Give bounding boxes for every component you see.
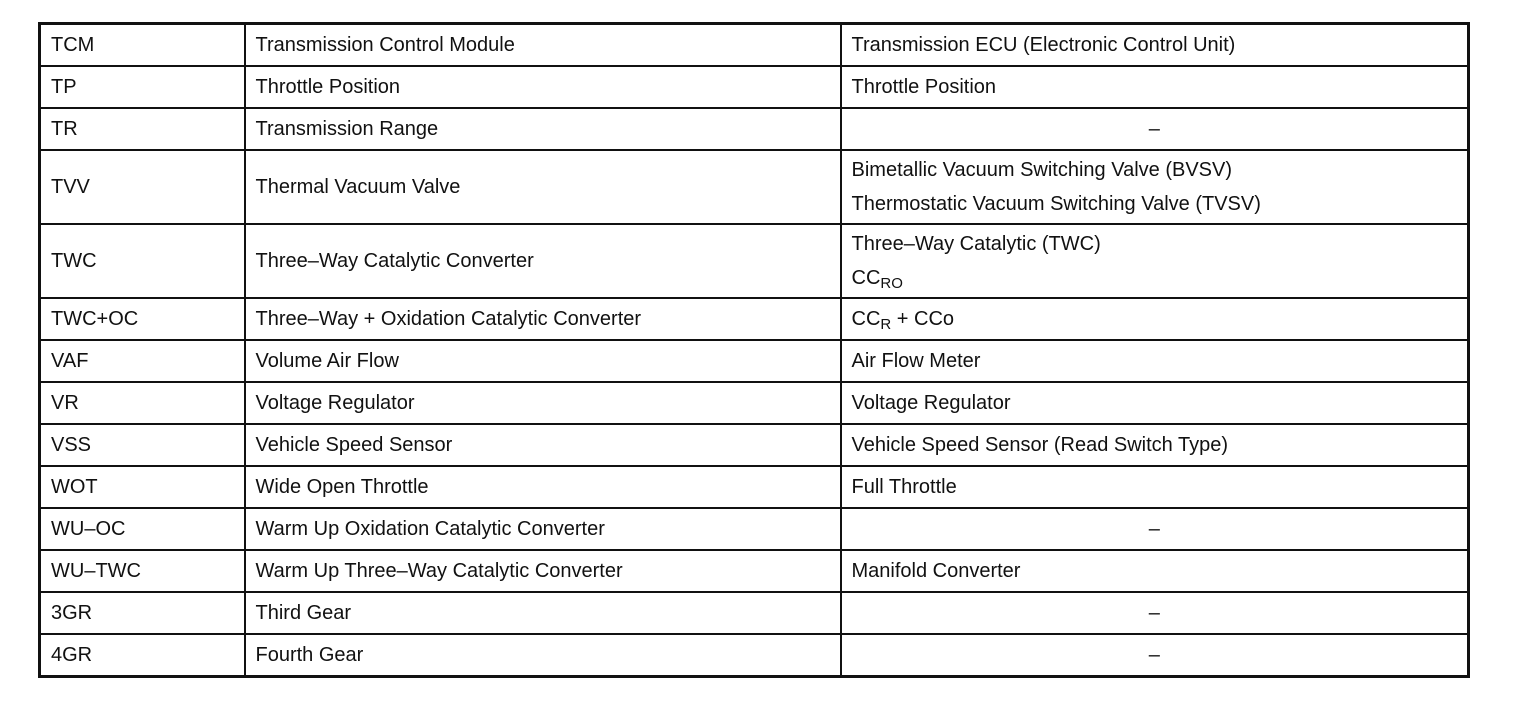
term-cell: Wide Open Throttle <box>245 466 841 508</box>
former-term-line: Thermostatic Vacuum Switching Valve (TVSV) <box>851 193 1261 215</box>
term-cell: Warm Up Oxidation Catalytic Converter <box>245 508 841 550</box>
former-term-cell: Voltage Regulator <box>841 382 1469 424</box>
table-row <box>40 424 1469 466</box>
abbreviation-cell: WU–TWC <box>40 550 245 592</box>
former-term-cell: – <box>841 508 1469 550</box>
abbreviation-table <box>38 22 1470 678</box>
abbreviation-cell: TP <box>40 66 245 108</box>
abbreviation-cell: 3GR <box>40 592 245 634</box>
former-term-text: CC <box>851 267 881 289</box>
abbreviation-cell: VAF <box>40 340 245 382</box>
term-cell: Three–Way Catalytic Converter <box>245 224 841 298</box>
former-term-line <box>852 264 1458 292</box>
table-row <box>40 382 1469 424</box>
abbreviation-cell: TVV <box>40 150 245 224</box>
abbreviation-cell: TR <box>40 108 245 150</box>
abbreviation-cell: WU–OC <box>40 508 245 550</box>
table-row <box>40 592 1469 634</box>
abbreviation-cell: TCM <box>40 24 245 67</box>
abbreviation-cell: VR <box>40 382 245 424</box>
former-term-line: Bimetallic Vacuum Switching Valve (BVSV) <box>851 159 1233 181</box>
former-term-cell <box>841 150 1469 224</box>
term-cell: Third Gear <box>245 592 841 634</box>
former-term-cell: Vehicle Speed Sensor (Read Switch Type) <box>841 424 1469 466</box>
term-cell: Throttle Position <box>245 66 841 108</box>
term-cell: Warm Up Three–Way Catalytic Converter <box>245 550 841 592</box>
abbreviation-cell: VSS <box>40 424 245 466</box>
former-term-cell: Manifold Converter <box>841 550 1469 592</box>
former-term-text: + CCo <box>891 308 955 330</box>
former-term-cell <box>841 298 1469 340</box>
table-row <box>40 550 1469 592</box>
term-cell: Three–Way + Oxidation Catalytic Converter <box>245 298 841 340</box>
former-term-cell: Air Flow Meter <box>841 340 1469 382</box>
table-row <box>40 634 1469 677</box>
table-row <box>40 24 1469 67</box>
term-cell: Fourth Gear <box>245 634 841 677</box>
former-term-cell: – <box>841 592 1469 634</box>
table-row <box>40 224 1469 298</box>
former-term-cell <box>841 224 1469 298</box>
former-term-cell: – <box>841 634 1469 677</box>
abbreviation-cell: TWC+OC <box>40 298 245 340</box>
table-row <box>40 66 1469 108</box>
former-term-line: Three–Way Catalytic (TWC) <box>851 233 1101 255</box>
former-term-text: CC <box>851 308 881 330</box>
term-cell: Transmission Control Module <box>245 24 841 67</box>
term-cell: Vehicle Speed Sensor <box>245 424 841 466</box>
term-cell: Thermal Vacuum Valve <box>245 150 841 224</box>
abbreviation-cell: WOT <box>40 466 245 508</box>
table-row <box>40 466 1469 508</box>
term-cell: Volume Air Flow <box>245 340 841 382</box>
subscript-text: RO <box>880 275 903 292</box>
former-term-cell: Full Throttle <box>841 466 1469 508</box>
subscript-text: R <box>880 316 892 333</box>
table-row <box>40 108 1469 150</box>
table-row <box>40 150 1469 224</box>
table-row <box>40 508 1469 550</box>
abbreviation-cell: 4GR <box>40 634 245 677</box>
abbreviation-cell: TWC <box>40 224 245 298</box>
table-row <box>40 340 1469 382</box>
table-row <box>40 298 1469 340</box>
term-cell: Voltage Regulator <box>245 382 841 424</box>
former-term-cell: – <box>841 108 1469 150</box>
term-cell: Transmission Range <box>245 108 841 150</box>
former-term-cell: Transmission ECU (Electronic Control Unit) <box>841 24 1469 67</box>
former-term-cell: Throttle Position <box>841 66 1469 108</box>
